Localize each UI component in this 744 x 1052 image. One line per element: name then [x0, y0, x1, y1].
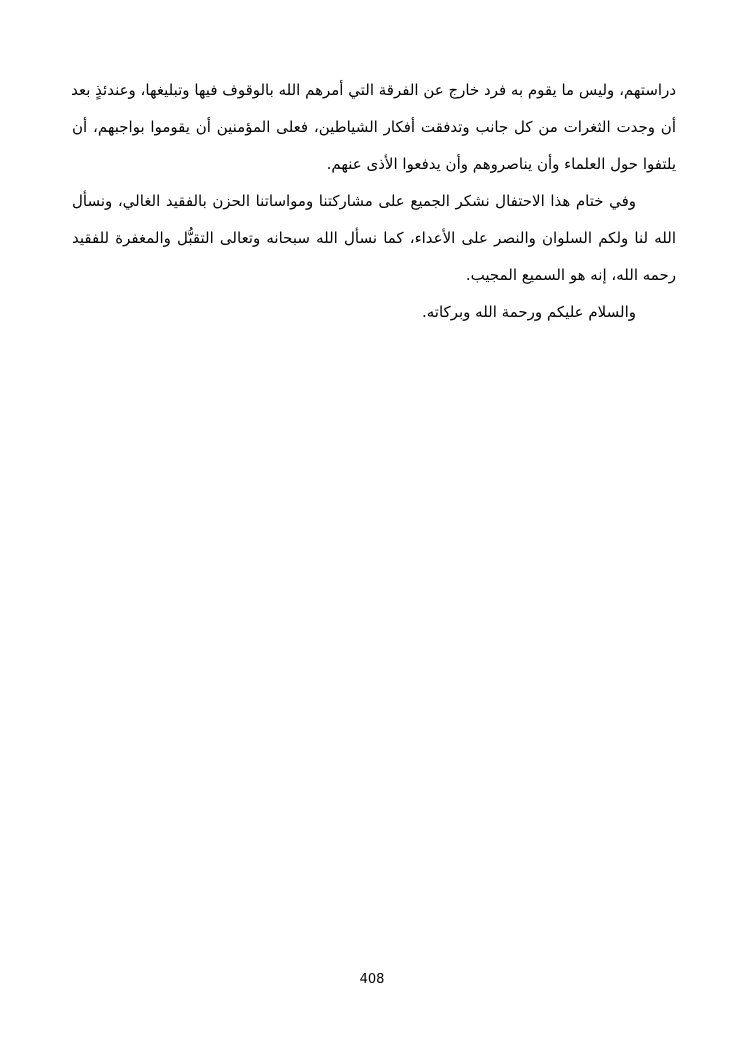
paragraph-2-line-1: وفي ختام هذا الاحتفال نشكر الجميع على مشاركتنا ومواساتنا الحزن بالفقيد الغالي، ونسأل [72, 192, 636, 210]
paragraph-2-line-2: الله لنا ولكم السلوان والنصر على الأعداء، كما نسأل الله سبحانه وتعالى التقبُّل والمغفرة للفقيد [72, 229, 676, 247]
paragraph-1-line-2: أن وجدت الثغرات من كل جانب وتدفقت أفكار الشياطين، فعلى المؤمنين أن يقوموا بواجبهم، أن [72, 118, 676, 136]
page-number: 408 [359, 972, 385, 987]
body-text [72, 72, 676, 331]
paragraph-1-line-1: دراستهم، وليس ما يقوم به فرد خارج عن الفرقة التي أمرهم الله بالوقوف فيها وتبليغها، وعندئذٍ بعد [71, 81, 676, 99]
closing-line: والسلام عليكم ورحمة الله وبركاته. [422, 303, 636, 321]
paragraph-1-line-3: يلتفوا حول العلماء وأن يناصروهم وأن يدفعوا الأذى عنهم. [326, 155, 676, 173]
paragraph-2-line-3: رحمه الله، إنه هو السميع المجيب. [465, 266, 676, 284]
